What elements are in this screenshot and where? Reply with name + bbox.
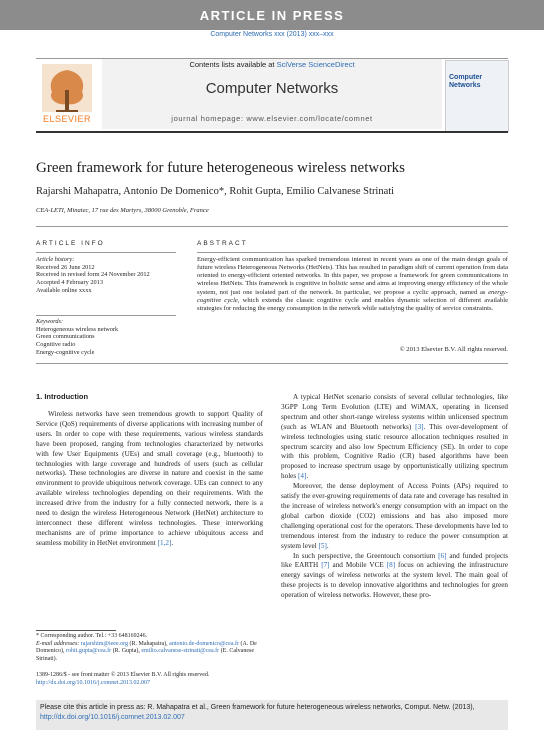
citation-text	[40, 703, 504, 723]
homepage-prefix: journal homepage:	[171, 114, 247, 123]
corresponding-author-footnote	[36, 633, 268, 663]
abstract-italic: energy-cognitive cycle	[197, 288, 508, 304]
email-link[interactable]: rajarshim@ieee.org	[80, 640, 129, 647]
keyword-item: Cognitive radio	[36, 341, 76, 349]
abstract-part: , which extends the classic cognitive cycle and enables dynamic selection of different available strategies for reducing the energy consumption in the network while satisfying the quality of service constraints.	[197, 296, 508, 312]
paragraph	[281, 552, 508, 602]
citation-doi-link[interactable]: http://dx.doi.org/10.1016/j.comnet.2013.02.007	[40, 713, 185, 721]
banner-text: ARTICLE IN PRESS	[199, 7, 345, 23]
abstract-text	[197, 256, 508, 313]
history-label: Article history:	[36, 256, 75, 263]
history-received: Received 26 June 2012	[36, 263, 95, 271]
keyword-item: Heterogeneous wireless network	[36, 325, 119, 333]
paragraph	[281, 393, 508, 482]
paragraph-text: In such perspective, the Greentouch consortium	[293, 551, 439, 560]
doi-link[interactable]: http://dx.doi.org/10.1016/j.comnet.2013.02.007	[36, 679, 151, 686]
citation-link[interactable]: [1,2]	[157, 538, 172, 547]
paragraph-text: and funded projects like EARTH	[281, 551, 508, 570]
abstract-part: and aims at improving energy efficiency of the whole system, not just one isolated part of the network. In particular, we propose a cyclic approach, named as	[197, 280, 508, 296]
email-addresses	[36, 641, 268, 664]
paragraph-text: .	[171, 538, 174, 547]
email-owner: (E. Calvanese Strinati).	[36, 648, 255, 662]
citation-prefix: Please cite this article in press as: R. Mahapatra et al., Green framework for future heterogeneous wireless networks, Comput. Netw. (2013),	[40, 704, 475, 711]
elsevier-wordmark: ELSEVIER	[42, 114, 92, 124]
paragraph-text: focus on achieving the infrastructure energy savings of wireless networks at the system level. The main goal of these projects is to develop innovative algorithms and technologies for green operation of wireless networks. However, these pro-	[281, 561, 508, 600]
email-link[interactable]: emilio.calvanese-strinati@cea.fr	[141, 648, 220, 655]
section-heading-introduction: 1. Introduction	[36, 392, 89, 401]
journal-homepage	[102, 114, 442, 123]
journal-title: Computer Networks	[205, 80, 339, 97]
body-column-right	[281, 393, 508, 601]
paper-title: Green framework for future heterogeneous wireless networks	[36, 160, 406, 176]
paragraph-text: Moreover, the dense deployment of Access Points (APs) required to satisfy the ever-growing requirements of data rate and coverage has resulted in the increase of wireless network's energy consumption with an impact on the global carbon dioxide (CO2) emissions and has also imposed more challenging operational cost for the operators. These developments have led to tremendous interest from the industry to reduce the power consumption at system level	[281, 482, 508, 550]
abstract-part: Energy-efficient communication has sparked tremendous interest in recent years as one of the main design goals of future wireless Heterogeneous Networks (HetNets). This has resulted in paradigm shift of current operation from data oriented to energy-efficient oriented networks. In this paper, we propose a framework for green communications in wireless HetNets. This framework is cognitive in	[197, 256, 508, 288]
citation-link[interactable]: [6]	[438, 551, 447, 560]
citation-link[interactable]: [4]	[297, 472, 307, 481]
sciencedirect-link[interactable]: SciVerse ScienceDirect	[276, 60, 355, 69]
abstract-italic: holistic sense	[328, 280, 365, 288]
abstract-bottom-rule	[36, 363, 508, 364]
abstract-copyright: © 2013 Elsevier B.V. All rights reserved.	[399, 346, 508, 353]
history-revised: Received in revised form 24 November 2012	[36, 271, 150, 279]
issn-info	[36, 672, 336, 687]
body-column-left	[36, 410, 263, 549]
footnote-rule	[36, 630, 116, 631]
journal-cover-thumbnail[interactable]	[445, 60, 509, 132]
article-history	[36, 256, 181, 295]
paragraph-text: Wireless networks have seen tremendous growth to support Quality of Service (QoS) requirements of diverse applications with increasing number of users. In order to cope with these requirements, various wireless standards have been proposed, ranging from technologies characterized by networks with few User Equipments (UEs) and small coverage (e.g., bluetooth) to technologies with large coverage and hundreds of users (such as cellular networks). These technologies are diverse in nature and coexist in the same environment to provide ubiquitous network coverage. UEs can connect to any available wireless technologies depending on their requirements. With the increased drive from the industry for a fully connected network, there is a need to design the wireless Heterogeneous Network (HetNet) architecture to interconnect these different wireless technologies. These interworking mechanisms are of prime importance to achieve ubiquitous access and seamless mobility in HetNet environment	[36, 410, 263, 547]
cover-title: Computer Networks	[449, 74, 483, 89]
email-owner: (R. Mahapatra),	[128, 640, 170, 647]
paragraph	[281, 482, 508, 551]
author-list: Rajarshi Mahapatra, Antonio De Domenico*, Rohit Gupta, Emilio Calvanese Strinati	[36, 186, 395, 197]
email-link[interactable]: antonio.de-domenico@cea.fr	[169, 640, 240, 647]
affiliation: CEA-LETI, Minatec, 17 rue des Martyrs, 38000 Grenoble, France	[36, 207, 209, 214]
history-online: Available online xxxx	[36, 286, 92, 294]
title-rule	[36, 226, 508, 227]
email-label: E-mail addresses:	[36, 640, 81, 647]
paragraph-text: . This over-development of wireless technologies using static resource allocation techniques resulted in spectrum scarcity and also low Spectrum Efficiency (SE). In order to cope with this problem, Cognitive Radio (CR) based algorithms have been proposed to increase spectrum usage by opportunistically utilizing spectrum holes	[281, 422, 508, 481]
corresponding-author: * Corresponding author. Tel.: +33 648169246.	[36, 633, 148, 639]
abstract-rule	[197, 252, 508, 253]
keyword-item: Energy-cognitive cycle	[36, 348, 95, 356]
journal-reference-link[interactable]: Computer Networks xxx (2013) xxx–xxx	[210, 31, 334, 38]
history-accepted: Accepted 4 February 2013	[36, 279, 103, 287]
paragraph-text: .	[326, 541, 329, 550]
paragraph	[36, 410, 263, 549]
contents-prefix: Contents lists available at	[189, 60, 277, 69]
issn-line: 1389-1286/$ - see front matter © 2013 Elsevier B.V. All rights reserved.	[36, 672, 210, 678]
paragraph-text: A typical HetNet scenario consists of several cellular technologies, like 3GPP Long Term Evolution (LTE) and WiMAX, operating in licensed spectrum and other short-range wireless systems within unlicensed spectrum (such as WLAN and Bluetooth networks)	[281, 393, 508, 431]
paragraph-text: and Mobile VCE	[329, 561, 387, 570]
article-info-rule	[36, 252, 176, 253]
abstract-heading: ABSTRACT	[197, 240, 248, 247]
citation-link[interactable]: [8]	[386, 561, 396, 570]
homepage-link[interactable]: www.elsevier.com/locate/comnet	[246, 114, 373, 123]
keywords-rule	[36, 315, 176, 316]
citation-link[interactable]: [3]	[415, 422, 424, 431]
email-owner: (A. De Domenico),	[36, 640, 257, 655]
email-link[interactable]: rohit.gupta@cea.fr	[66, 648, 112, 655]
header-bottom-rule	[36, 131, 508, 133]
contents-availability	[102, 60, 442, 69]
email-owner: (R. Gupta),	[111, 648, 142, 655]
keywords-label: Keywords:	[36, 318, 64, 325]
keywords	[36, 318, 181, 357]
paragraph-text: .	[306, 472, 309, 481]
article-info-heading: ARTICLE INFO	[36, 240, 105, 247]
article-in-press-banner	[0, 0, 544, 30]
citation-link[interactable]: [5]	[318, 541, 327, 550]
keyword-item: Green communications	[36, 333, 95, 341]
citation-link[interactable]: [7]	[321, 561, 330, 570]
